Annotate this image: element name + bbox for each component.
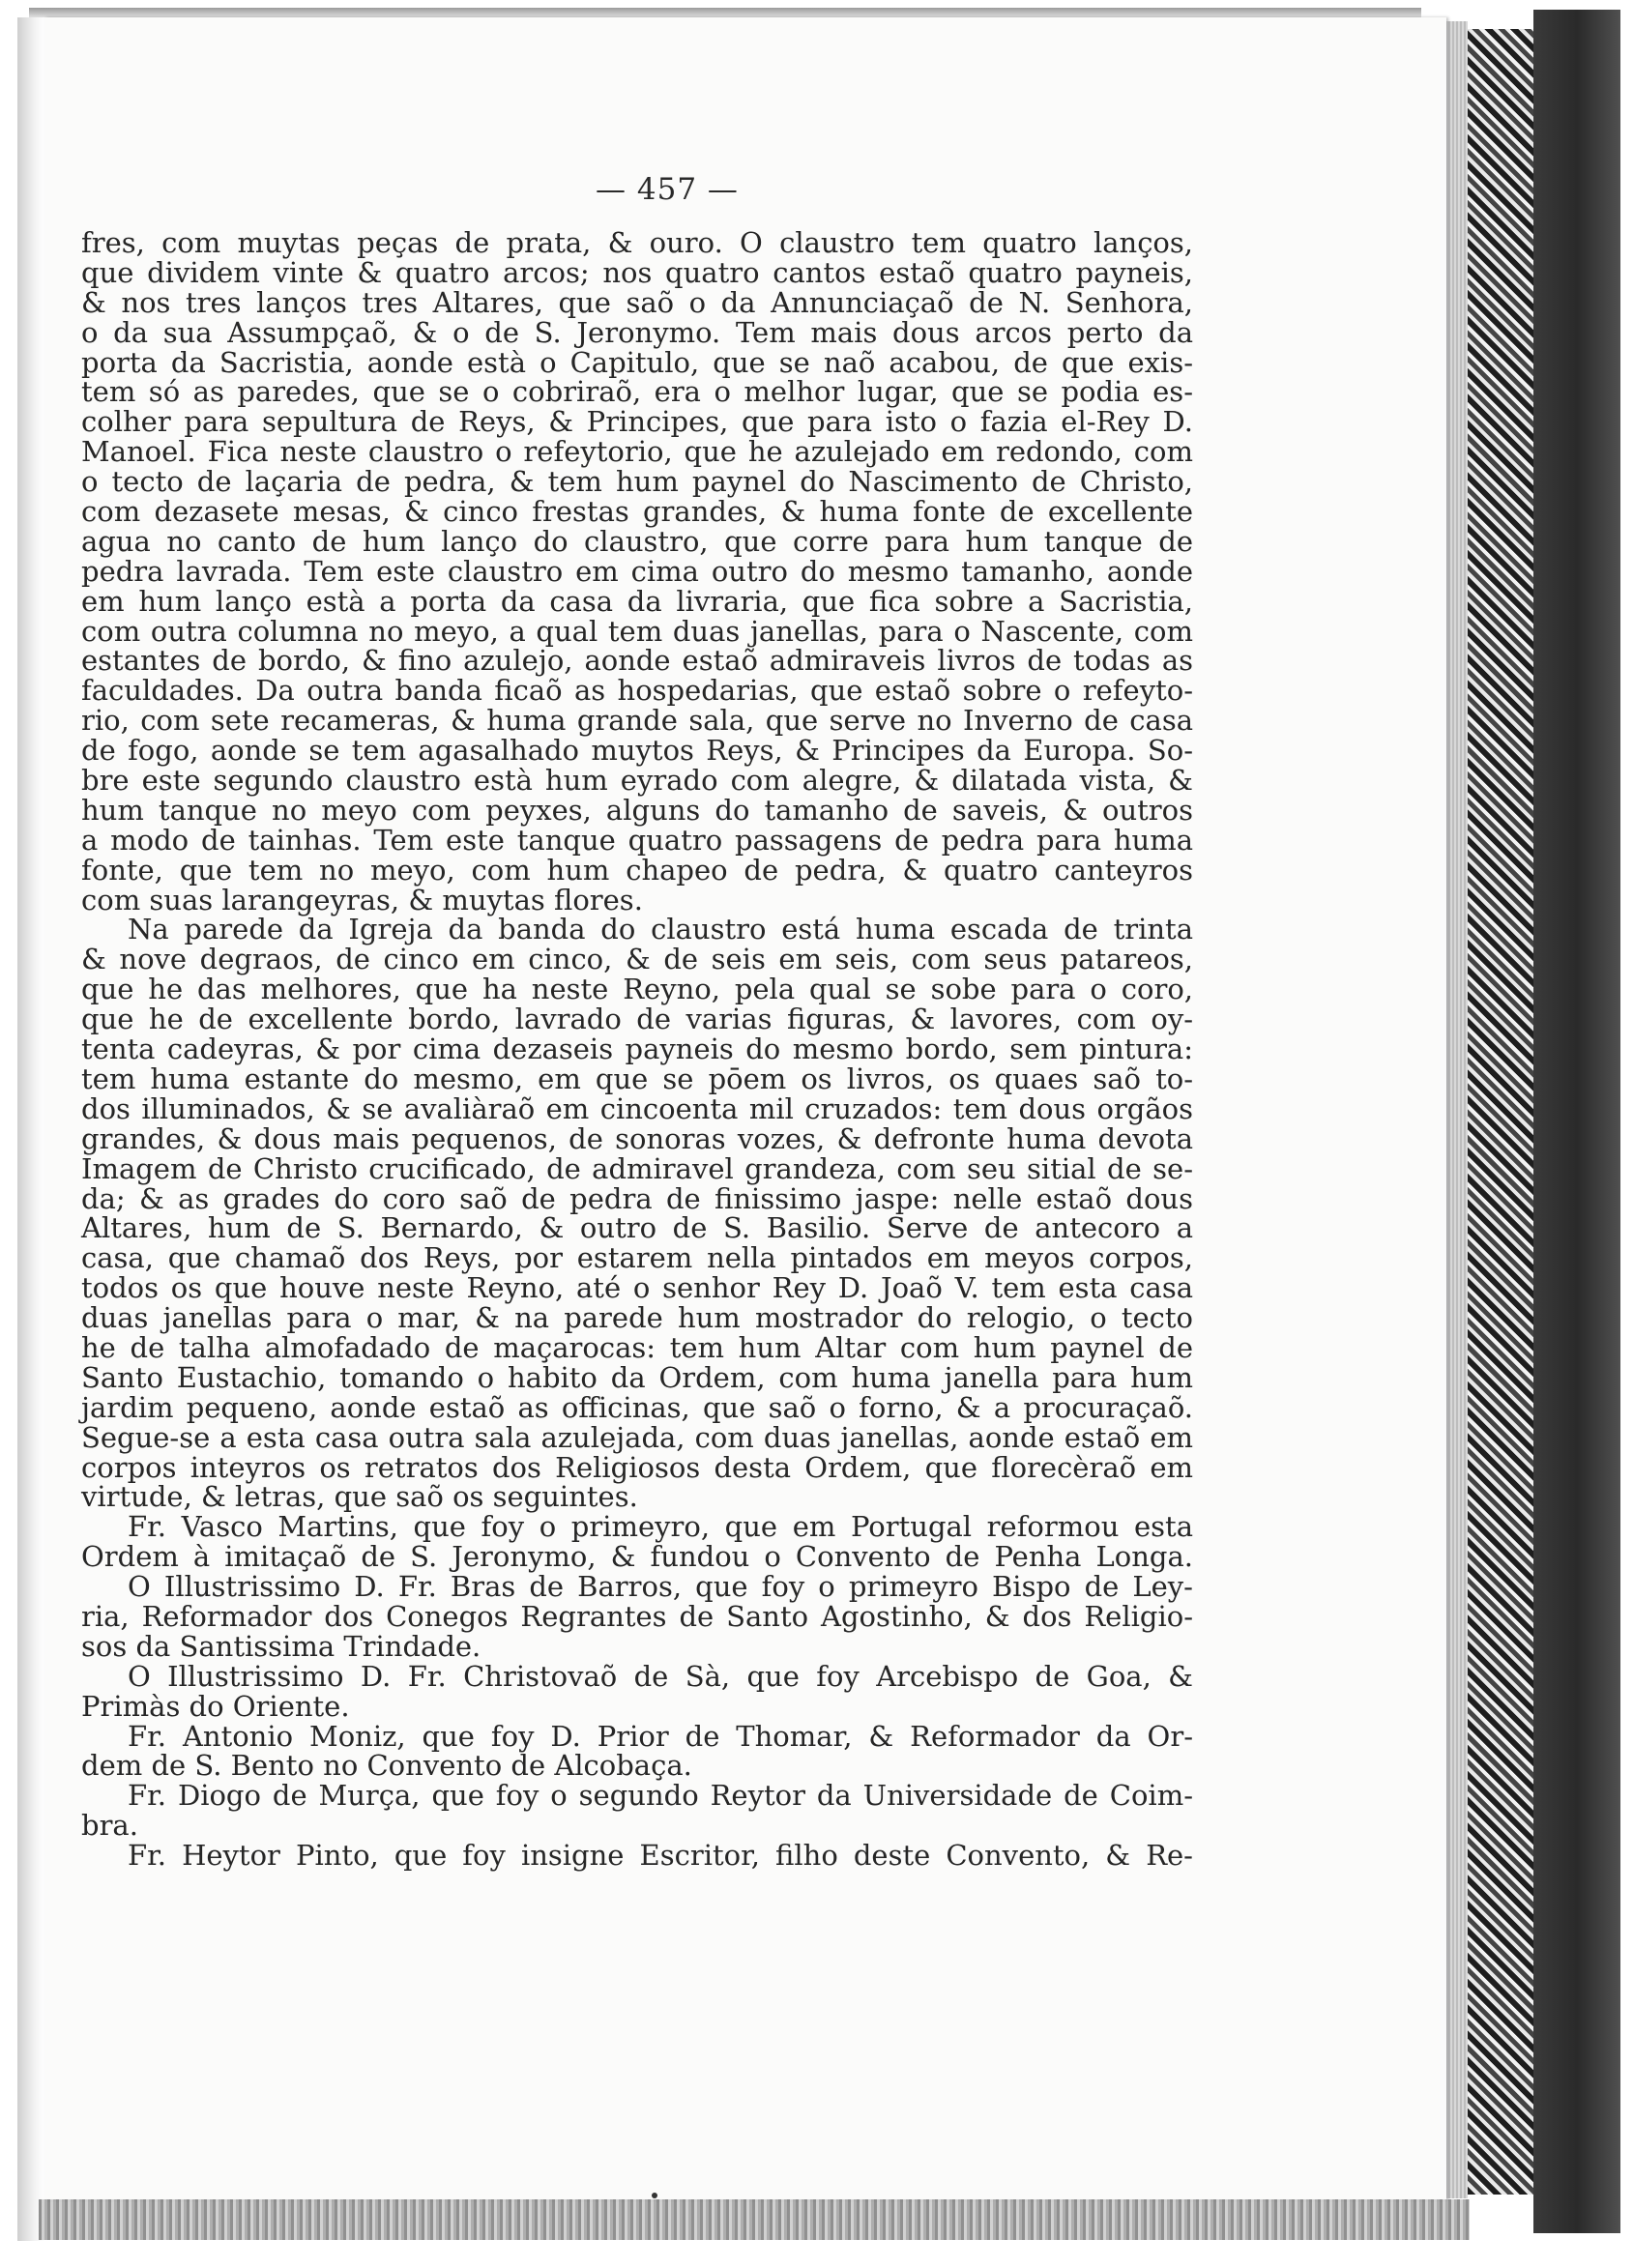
marbled-binding [1468, 29, 1533, 2195]
text-line: dos illuminados, & se avaliàraõ em cincoenta mil cruzados: tem dous orgãos [81, 1091, 1193, 1125]
text-line: Ordem à imitaçaõ de S. Jeronymo, & fundou o Convento de Penha Longa. [81, 1540, 1193, 1574]
text-line: que he de excellente bordo, lavrado de varias figuras, & lavores, com oy- [81, 1003, 1193, 1036]
text-line: Fr. Diogo de Murça, que foy o segundo Reytor da Universidade de Coim- [128, 1779, 1193, 1813]
text-line: virtude, & letras, que saõ os seguintes. [81, 1480, 638, 1514]
text-line: O Illustrissimo D. Fr. Bras de Barros, que foy o primeyro Bispo de Ley- [128, 1570, 1193, 1604]
text-line: & nos tres lanços tres Altares, que saõ o da Annunciaçaõ de N. Senhora, [81, 285, 1193, 319]
text-line: Santo Eustachio, tomando o habito da Ordem, com huma janella para hum [81, 1360, 1193, 1394]
text-line: hum tanque no meyo com peyxes, alguns do tamanho de saveis, & outros [81, 793, 1193, 827]
text-line: grandes, & dous mais pequenos, de sonoras vozes, & defronte huma devota [81, 1121, 1193, 1155]
text-line: he de talha almofadado de maçarocas: tem hum Altar com hum paynel de [81, 1330, 1193, 1364]
book-cover [1533, 10, 1620, 2233]
text-line: faculdades. Da outra banda ficaõ as hospedarias, que estaõ sobre o refeyto- [81, 674, 1193, 708]
text-line: Fr. Antonio Moniz, que foy D. Prior de Thomar, & Reformador da Or- [128, 1719, 1193, 1753]
book-left-edge [17, 17, 44, 2241]
text-line: agua no canto de hum lanço do claustro, que corre para hum tanque de [81, 524, 1193, 558]
text-line: Fr. Vasco Martins, que foy o primeyro, que em Portugal reformou esta [128, 1510, 1193, 1544]
text-line: tenta cadeyras, & por cima dezaseis payneis do mesmo bordo, sem pintura: [81, 1032, 1193, 1066]
text-line: pedra lavrada. Tem este claustro em cima outro do mesmo tamanho, aonde [81, 554, 1193, 588]
text-line: da; & as grades do coro saõ de pedra de finissimo jaspe: nelle estaõ dous [81, 1181, 1193, 1215]
text-line: estantes de bordo, & fino azulejo, aonde estaõ admiraveis livros de todas as [81, 644, 1193, 678]
text-line: sos da Santissima Trindade. [81, 1629, 481, 1663]
text-line: bra. [81, 1809, 138, 1843]
text-line: todos os que houve neste Reyno, até o senhor Rey D. Joaõ V. tem esta casa [81, 1271, 1193, 1305]
text-line: colher para sepultura de Reys, & Principes, que para isto o fazia el-Rey D. [81, 405, 1193, 439]
text-line: Segue-se a esta casa outra sala azulejada, com duas janellas, aonde estaõ em [81, 1420, 1193, 1454]
text-line: com outra columna no meyo, a qual tem duas janellas, para o Nascente, com [81, 614, 1193, 648]
text-line: duas janellas para o mar, & na parede hum mostrador do relogio, o tecto [81, 1301, 1193, 1335]
text-line: dem de S. Bento no Convento de Alcobaça. [81, 1749, 692, 1783]
text-line: jardim pequeno, aonde estaõ as officinas, que saõ o forno, & a procuraçaõ. [81, 1390, 1193, 1424]
text-line: & nove degraos, de cinco em cinco, & de seis em seis, com seus patareos, [81, 943, 1193, 976]
text-line: a modo de tainhas. Tem este tanque quatro passagens de pedra para huma [81, 823, 1193, 857]
text-line: fonte, que tem no meyo, com hum chapeo de pedra, & quatro canteyros [81, 853, 1193, 887]
text-line: o da sua Assumpçaõ, & o de S. Jeronymo. Tem mais dous arcos perto da [81, 315, 1193, 349]
text-line: Manoel. Fica neste claustro o refeytorio, que he azulejado em redondo, com [81, 435, 1193, 469]
text-line: corpos inteyros os retratos dos Religiosos desta Ordem, que florecèraõ em [81, 1450, 1193, 1484]
text-line: Na parede da Igreja da banda do claustro está huma escada de trinta [128, 913, 1193, 946]
text-line: que dividem vinte & quatro arcos; nos quatro cantos estaõ quatro payneis, [81, 255, 1193, 289]
text-line: bre este segundo claustro està hum eyrado com alegre, & dilatada vista, & [81, 764, 1193, 798]
body-text [81, 228, 1193, 1871]
text-line: tem huma estante do mesmo, em que se pōem os livros, os quaes saõ to- [81, 1061, 1193, 1095]
page-number: — 457 — [596, 172, 739, 207]
text-line: em hum lanço està a porta da casa da livraria, que fica sobre a Sacristia, [81, 584, 1193, 618]
text-line: com dezasete mesas, & cinco frestas grandes, & huma fonte de excellente [81, 495, 1193, 529]
text-line: Imagem de Christo crucificado, de admiravel grandeza, com seu sitial de se- [81, 1151, 1193, 1185]
text-line: Fr. Heytor Pinto, que foy insigne Escritor, filho deste Convento, & Re- [128, 1839, 1193, 1873]
text-line: Altares, hum de S. Bernardo, & outro de S. Basilio. Serve de antecoro a [81, 1211, 1193, 1245]
text-line: Primàs do Oriente. [81, 1689, 350, 1723]
text-line: rio, com sete recameras, & huma grande sala, que serve no Inverno de casa [81, 704, 1193, 738]
ink-dot [652, 2193, 657, 2198]
book-bottom-edge [39, 2199, 1470, 2240]
text-line: que he das melhores, que ha neste Reyno, pela qual se sobe para o coro, [81, 973, 1193, 1006]
text-line: porta da Sacristia, aonde està o Capitulo, que se naõ acabou, de que exis- [81, 345, 1193, 379]
text-line: ria, Reformador dos Conegos Regrantes de Santo Agostinho, & dos Religio- [81, 1599, 1193, 1633]
text-line: fres, com muytas peças de prata, & ouro. O claustro tem quatro lanços, [81, 226, 1193, 259]
text-line: o tecto de laçaria de pedra, & tem hum paynel do Nascimento de Christo, [81, 465, 1193, 499]
text-line: tem só as paredes, que se o cobriraõ, era o melhor lugar, que se podia es- [81, 375, 1193, 409]
text-line: casa, que chamaõ dos Reys, por estarem nella pintados em meyos corpos, [81, 1241, 1193, 1275]
text-line: O Illustrissimo D. Fr. Christovaõ de Sà, que foy Arcebispo de Goa, & [128, 1659, 1193, 1693]
page-stack-edge [1446, 21, 1468, 2198]
text-line: com suas larangeyras, & muytas flores. [81, 883, 643, 916]
text-line: de fogo, aonde se tem agasalhado muytos Reys, & Principes da Europa. So- [81, 734, 1193, 768]
